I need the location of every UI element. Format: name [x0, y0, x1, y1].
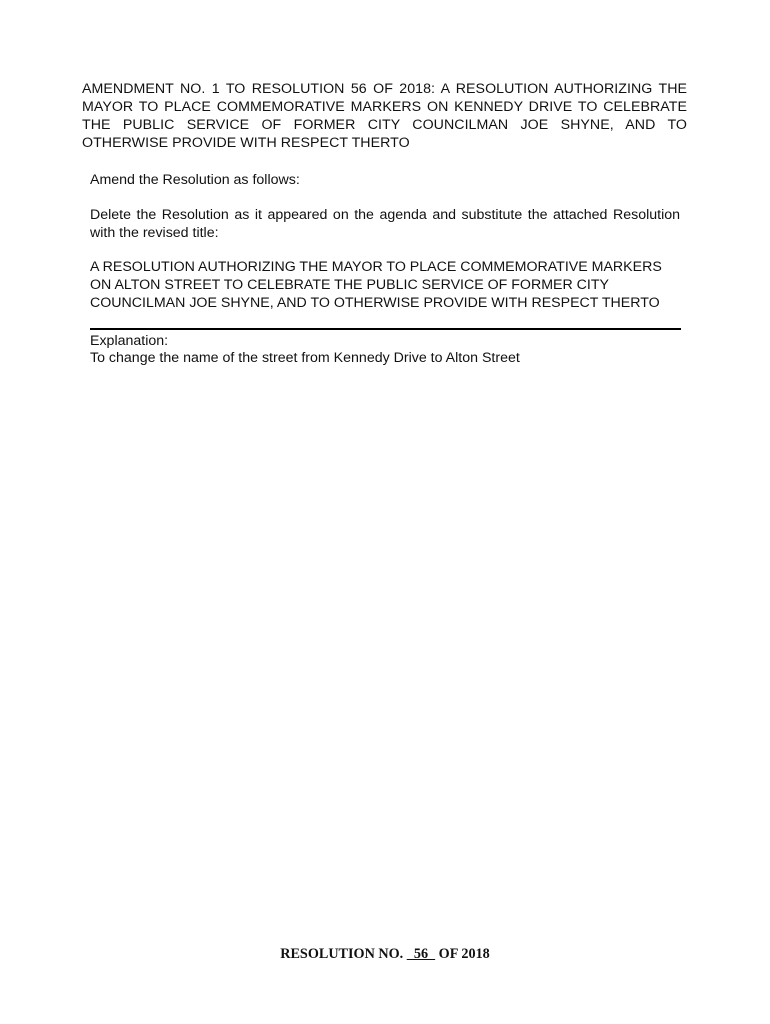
amendment-title: AMENDMENT NO. 1 TO RESOLUTION 56 OF 2018: A RESOLUTION AUTHORIZING THE MAYOR TO PLACE COMMEMORATIVE MARKERS ON KENNEDY DRIVE TO CELEBRATE THE PUBLIC SERVICE OF FORMER CITY COUNCILMAN JOE SHYNE, AND TO OTHERWISE PROVIDE WITH RESPECT THERTO [82, 81, 687, 151]
resolution-number: 56 [406, 946, 436, 962]
explanation-label: Explanation: [90, 333, 169, 349]
amend-instruction: Amend the Resolution as follows: [90, 172, 300, 188]
horizontal-rule [90, 328, 681, 330]
explanation-text: To change the name of the street from Kennedy Drive to Alton Street [90, 350, 520, 366]
revised-title: A RESOLUTION AUTHORIZING THE MAYOR TO PLACE COMMEMORATIVE MARKERS ON ALTON STREET TO CELEBRATE THE PUBLIC SERVICE OF FORMER CITY COUNCILMAN JOE SHYNE, AND TO OTHERWISE PROVIDE WITH RESPECT THERTO [90, 259, 662, 311]
footer-suffix: OF 2018 [435, 946, 490, 962]
footer-prefix: RESOLUTION NO. [280, 946, 407, 962]
resolution-number-footer [0, 945, 770, 963]
delete-paragraph: Delete the Resolution as it appeared on the agenda and substitute the attached Resolution with the revised title: [90, 207, 680, 241]
